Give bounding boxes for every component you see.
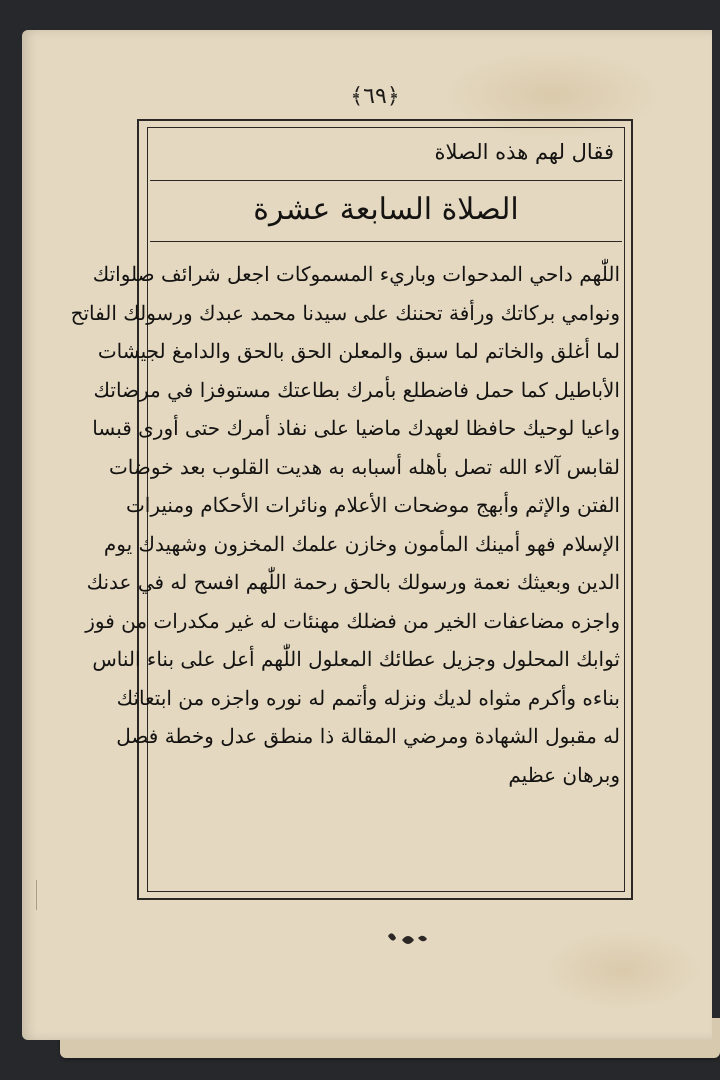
text-line: الإسلام فهو أمينك المأمون وخازن علمك المخزون وشهيدك يوم — [103, 531, 620, 556]
text-line: الأباطيل كما حمل فاضطلع بأمرك بطاعتك مستوفزا في مرضاتك — [93, 377, 620, 402]
text-line: ثوابك المحلول وجزيل عطائك المعلول اللّٰهم أعل على بناء الناس — [92, 647, 620, 671]
text-line: اللّٰهم داحي المدحوات وباريء المسموكات اجعل شرائف صلواتك — [92, 262, 620, 286]
prayer-text — [70, 255, 620, 794]
text-line: وبرهان عظيم — [508, 762, 620, 787]
page-number: ﴿٦٩﴾ — [350, 84, 400, 109]
text-line: واعيا لوحيك حافظا لعهدك ماضيا على نفاذ أمرك حتى أورى قبسا — [92, 416, 620, 440]
text-line: ونوامي بركاتك ورأفة تحننك على سيدنا محمد عبدك ورسولك الفاتح — [70, 300, 620, 325]
intro-line: فقال لهم هذه الصلاة — [434, 140, 614, 164]
ornament-icon — [382, 928, 432, 952]
prayer-heading: الصلاة السابعة عشرة — [253, 192, 519, 227]
text-line: الفتن والإثم وأبهج موضحات الأعلام ونائرات الأحكام ومنيرات — [125, 493, 620, 517]
text-line: بناءه وأكرم مثواه لديك ونزله وأتمم له نوره واجزه من ابتعاثك — [116, 685, 620, 710]
divider-heading — [150, 241, 622, 242]
paper-stain — [542, 930, 702, 1010]
text-line: الدين وبعيثك نعمة ورسولك بالحق رحمة اللّٰهم افسح له في عدنك — [86, 570, 620, 594]
text-line: لما أغلق والخاتم لما سبق والمعلن الحق بالحق والدامغ لجيشات — [97, 339, 620, 363]
text-line: واجزه مضاعفات الخير من فضلك مهنئات له غير مكدرات من فوز — [85, 608, 620, 633]
divider-top — [150, 180, 622, 181]
binding-crease — [36, 880, 43, 910]
text-line: لقابس آلاء الله تصل بأهله أسبابه به هديت القلوب بعد خوضات — [108, 454, 620, 479]
text-line: له مقبول الشهادة ومرضي المقالة ذا منطق عدل وخطة فصل — [116, 724, 620, 748]
